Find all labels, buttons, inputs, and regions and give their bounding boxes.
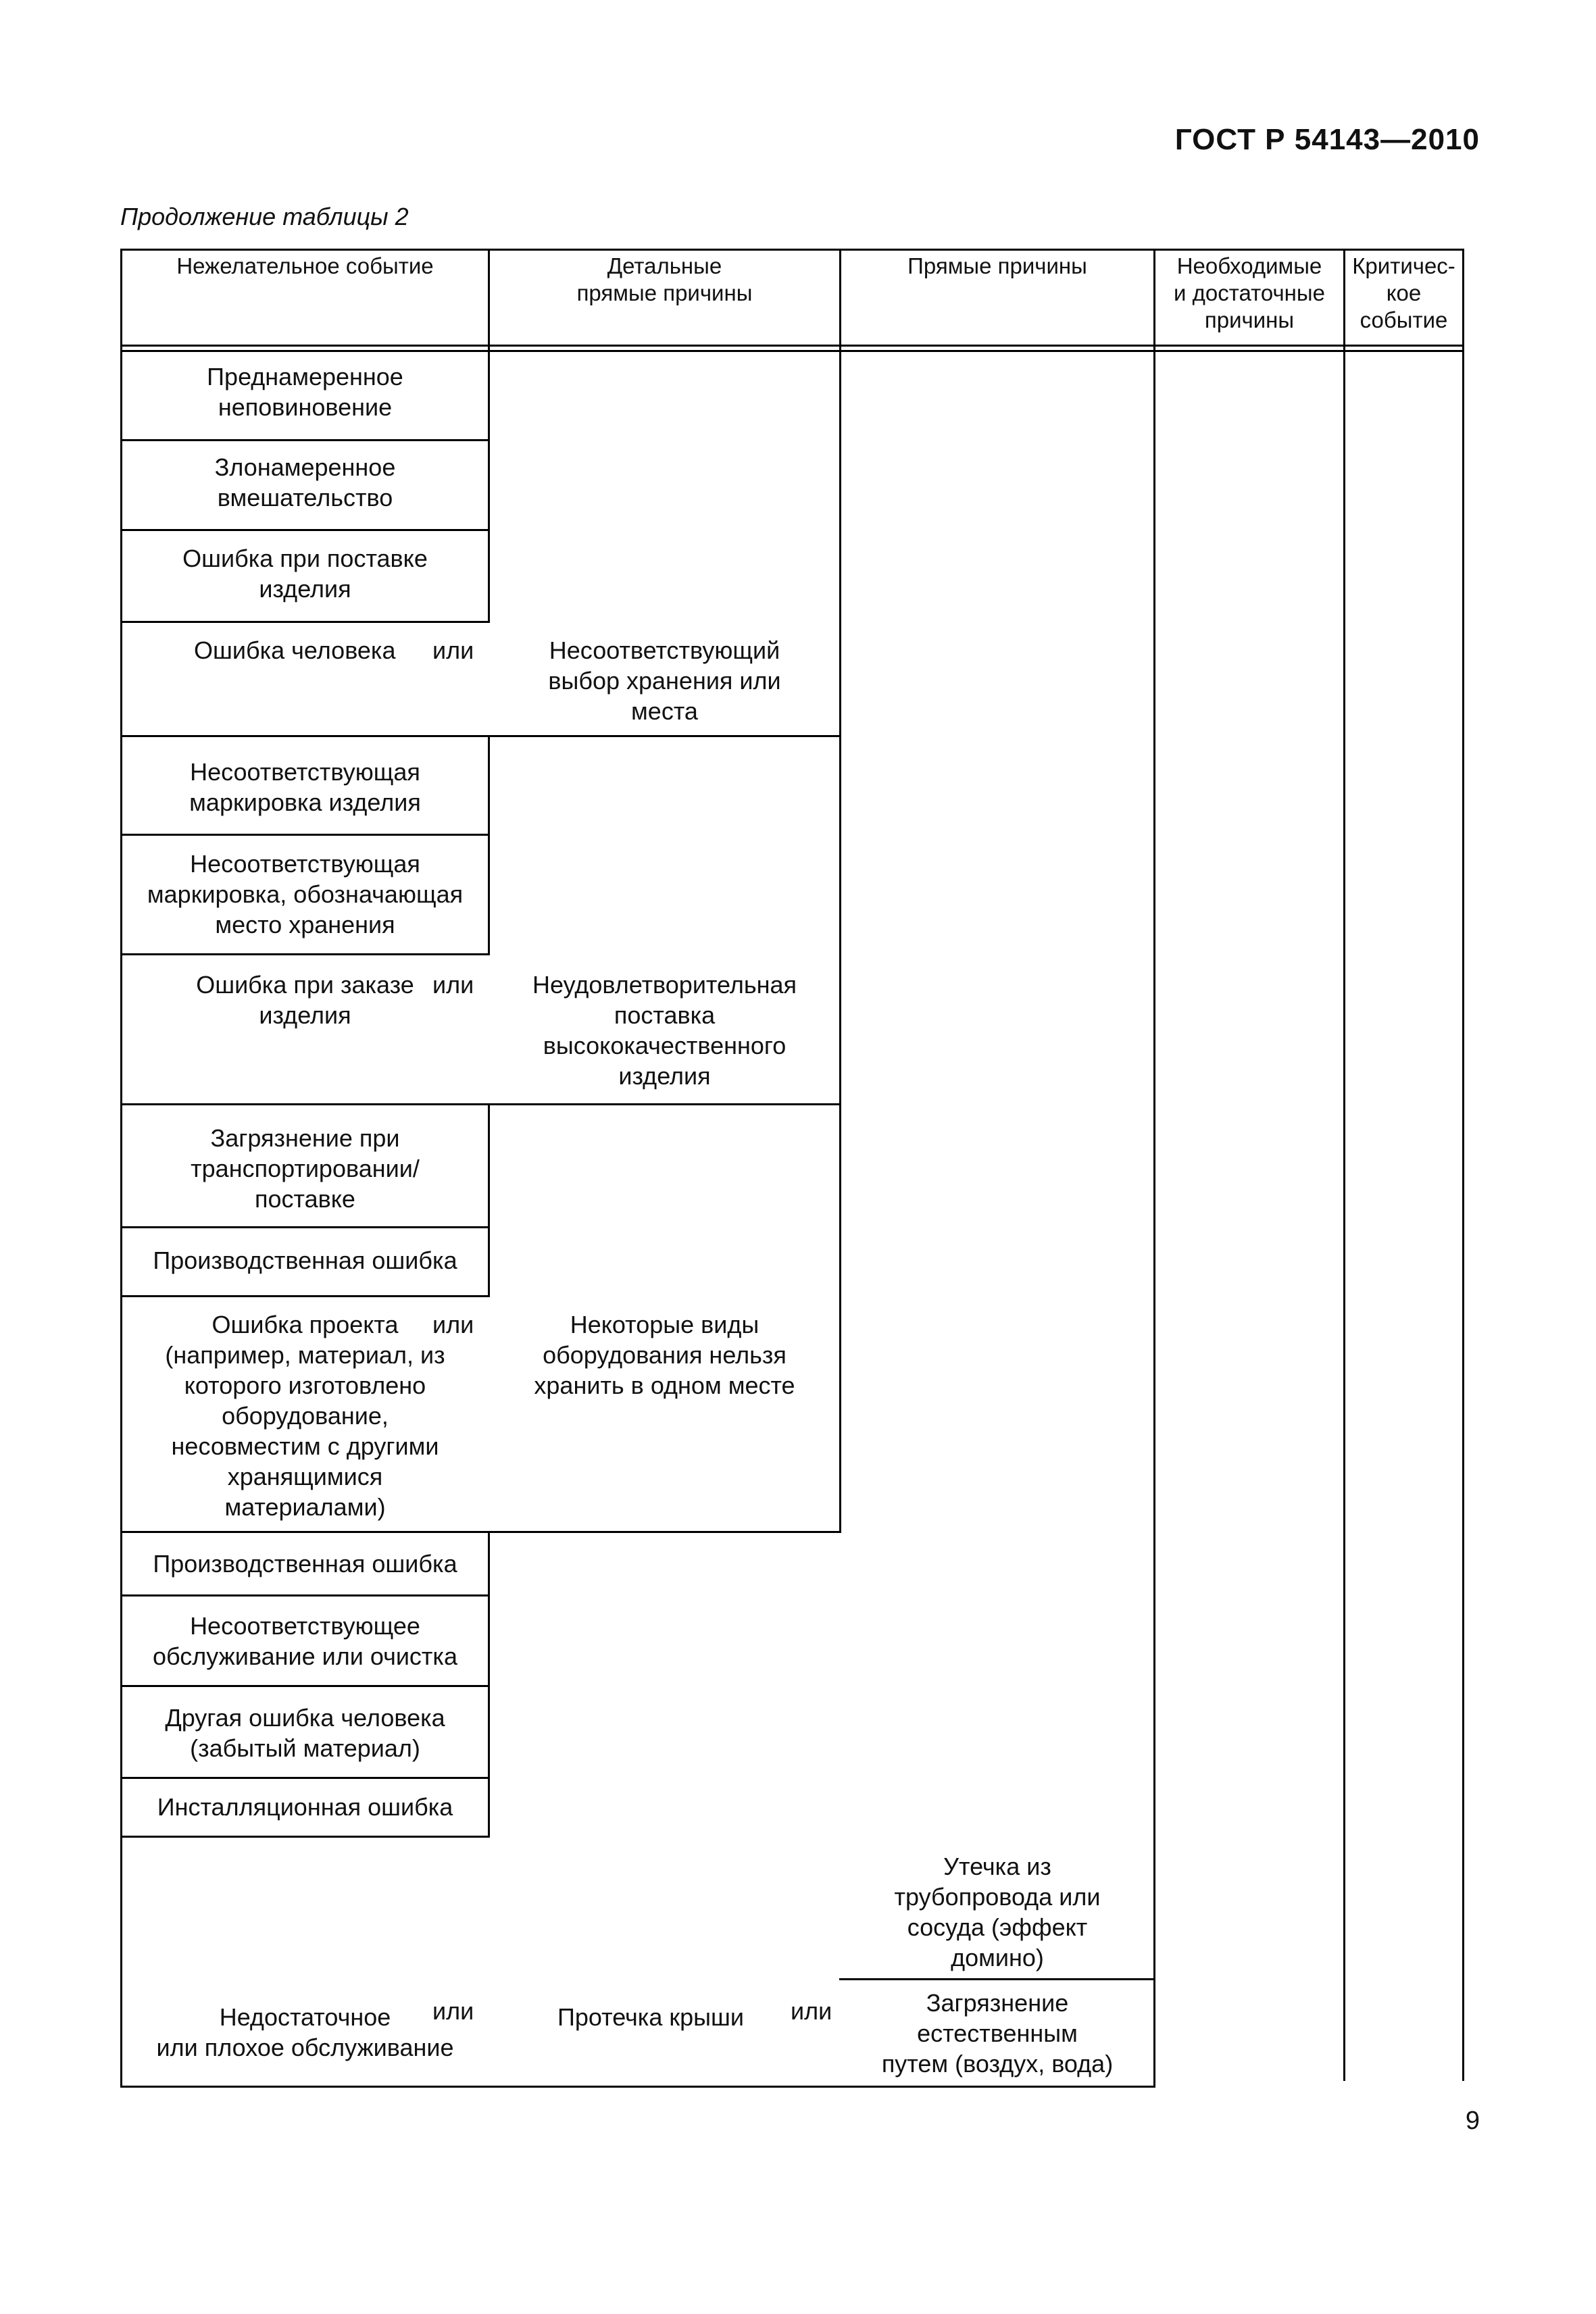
header-necessary-sufficient-causes: Необходимые и достаточные причины xyxy=(1174,253,1325,332)
event-incorrect-storage-marking: Несоответствующая маркировка, обозначающая место хранения xyxy=(147,850,464,938)
header-undesired-event: Нежелательное событие xyxy=(176,253,434,278)
header-critical-event: Критичес- кое событие xyxy=(1352,253,1455,332)
cause-roof-leak: Протечка крыши xyxy=(557,2003,744,2031)
event-production-error: Производственная ошибка xyxy=(153,1247,457,1274)
cause-unsatisfactory-delivery: Неудовлетворительная поставка высококачественного изделия xyxy=(532,971,797,1090)
event-delivery-error: Ошибка при поставке изделия xyxy=(182,545,428,603)
document-code: ГОСТ Р 54143—2010 xyxy=(1174,123,1480,156)
or-connector: или xyxy=(432,971,474,999)
header-detailed-direct-causes: Детальные прямые причины xyxy=(576,253,753,305)
table-caption: Продолжение таблицы 2 xyxy=(120,203,409,230)
cause-inappropriate-storage-choice: Несоответствующий выбор хранения или места xyxy=(548,636,781,725)
event-ordering-error: Ошибка при заказе изделия xyxy=(196,971,414,1029)
event-inadequate-maintenance: Несоответствующее обслуживание или очистка xyxy=(153,1612,457,1670)
or-connector: или xyxy=(791,1997,832,2025)
event-deliberate-disobedience: Преднамеренное неповиновение xyxy=(207,363,403,421)
event-insufficient-maintenance: Недостаточное или плохое обслуживание xyxy=(156,2003,454,2061)
or-connector: или xyxy=(432,636,474,664)
cause-incompatible-equipment: Некоторые виды оборудования нельзя хранить в одном месте xyxy=(534,1311,795,1399)
or-connector: или xyxy=(432,1997,474,2025)
or-connector: или xyxy=(432,1311,474,1338)
direct-cause-pipe-leak: Утечка из трубопровода или сосуда (эффект домино) xyxy=(894,1853,1101,1971)
event-transport-contamination: Загрязнение при транспортировании/ поставке xyxy=(191,1124,420,1213)
event-incorrect-marking: Несоответствующая маркировка изделия xyxy=(189,758,421,816)
event-other-human-error: Другая ошибка человека (забытый материал) xyxy=(165,1704,445,1762)
event-malicious-interference: Злонамеренное вмешательство xyxy=(214,453,396,511)
direct-cause-natural-contamination: Загрязнение естественным путем (воздух, вода) xyxy=(881,1989,1114,2078)
event-installation-error: Инсталляционная ошибка xyxy=(157,1793,453,1821)
event-human-error: Ошибка человека xyxy=(194,636,396,664)
event-production-error-2: Производственная ошибка xyxy=(153,1550,457,1578)
page-number: 9 xyxy=(1465,2107,1480,2135)
event-design-error: Ошибка проекта (например, материал, из которого изготовлено оборудование, несовместим с другими хранящимися материалами) xyxy=(165,1311,445,1521)
header-direct-causes: Прямые причины xyxy=(907,253,1087,278)
